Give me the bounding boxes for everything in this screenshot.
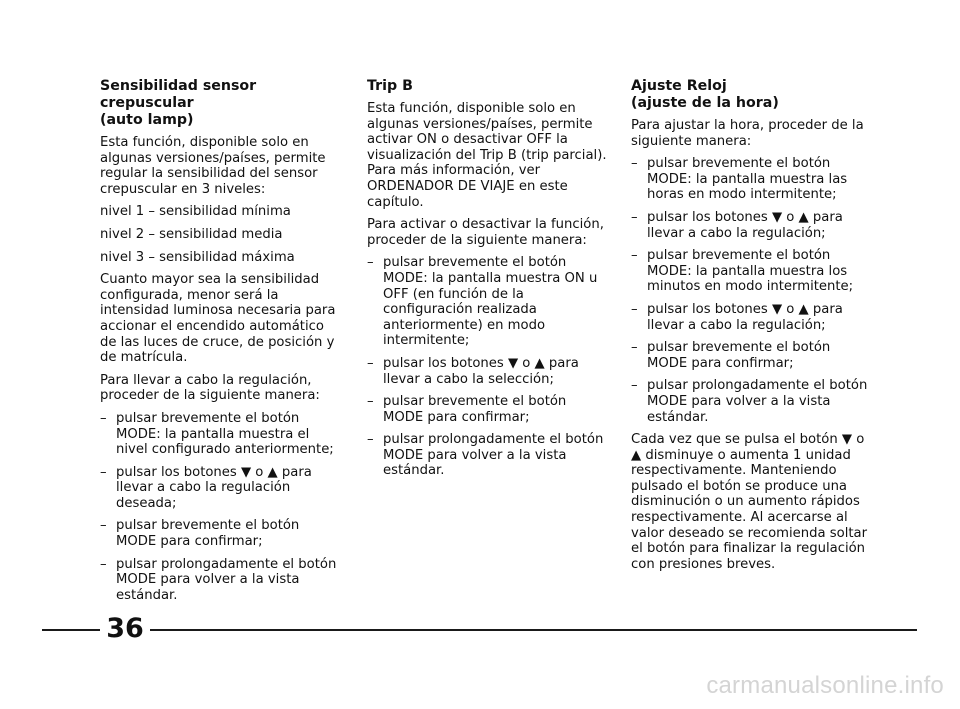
step-text: pulsar prolongadamente el botón MODE para volver a la vista estándar. [383, 432, 604, 479]
paragraph: nivel 2 – sensibilidad media [100, 226, 283, 242]
step-dash: – [631, 378, 638, 394]
step-list-item [631, 248, 871, 295]
step-list-item [367, 394, 607, 425]
step-dash: – [100, 556, 107, 572]
step-list-item [367, 255, 607, 349]
column-trip-b [367, 78, 607, 486]
paragraph: Cuanto mayor sea la sensibilidad configurada, menor será la intensidad luminosa necesaria para accionar el encendido automático de las luces de cruce, de posición y de matrícula. [100, 272, 336, 366]
page-number: 36 [106, 613, 144, 644]
paragraph: Cada vez que se pulsa el botón ▼ o ▲ disminuye o aumenta 1 unidad respectivamente. Manteniendo pulsado el botón se produce una disminución o un aumento rápidos respectivamente. Al acercarse al valor deseado se recomienda soltar el botón para finalizar la regulación con presiones breves. [631, 432, 868, 572]
paragraph: Esta función, disponible solo en algunas versiones/países, permite activar ON o desactivar OFF la visualización del Trip B (trip parcial). Para más información, ver ORDENADOR DE VIAJE en este capítulo. [367, 101, 607, 210]
paragraph: nivel 3 – sensibilidad máxima [100, 249, 295, 265]
step-text: pulsar los botones ▼ o ▲ para llevar a cabo la selección; [383, 355, 579, 387]
step-text: pulsar brevemente el botón MODE: la pantalla muestra el nivel configurado anteriormente; [116, 410, 334, 458]
step-dash: – [367, 432, 374, 448]
step-list-item [367, 432, 607, 479]
footer-rule-right [150, 629, 917, 631]
step-list-item [100, 518, 340, 549]
step-dash: – [631, 301, 638, 317]
step-list-item [631, 378, 871, 425]
step-dash: – [631, 340, 638, 356]
step-list-item [631, 340, 871, 371]
step-list-item [631, 210, 871, 241]
step-dash: – [100, 518, 107, 534]
step-text: pulsar brevemente el botón MODE: la pantalla muestra los minutos en modo intermitente; [647, 248, 854, 295]
step-dash: – [631, 156, 638, 172]
watermark-text: carmanualsonline.info [706, 672, 944, 699]
step-dash: – [367, 355, 374, 371]
paragraph: nivel 1 – sensibilidad mínima [100, 204, 291, 220]
step-list-item [631, 156, 871, 203]
step-text: pulsar prolongadamente el botón MODE para volver a la vista estándar. [116, 556, 337, 603]
step-text: pulsar prolongadamente el botón MODE para volver a la vista estándar. [647, 378, 868, 425]
paragraph: Esta función, disponible solo en algunas versiones/países, permite regular la sensibilidad del sensor crepuscular en 3 niveles: [100, 135, 326, 197]
step-text: pulsar brevemente el botón MODE para confirmar; [383, 394, 567, 425]
paragraph: Para llevar a cabo la regulación, proceder de la siguiente manera: [100, 372, 320, 404]
step-text: pulsar brevemente el botón MODE: la pantalla muestra las horas en modo intermitente; [647, 156, 848, 203]
column-clock-adjust [631, 78, 871, 579]
paragraph: Para ajustar la hora, proceder de la siguiente manera: [631, 118, 864, 149]
step-list-item [100, 557, 340, 604]
step-list-item [100, 411, 340, 458]
section-heading: Ajuste Reloj (ajuste de la hora) [631, 78, 779, 111]
step-text: pulsar los botones ▼ o ▲ para llevar a cabo la regulación; [647, 209, 843, 241]
step-text: pulsar brevemente el botón MODE para confirmar; [647, 340, 831, 371]
step-dash: – [367, 394, 374, 410]
step-text: pulsar brevemente el botón MODE: la pantalla muestra ON u OFF (en función de la configuración realizada anteriormente) en modo intermitente; [383, 255, 598, 349]
step-list-item [367, 356, 607, 387]
section-heading: Trip B [367, 78, 413, 94]
paragraph: Para activar o desactivar la función, proceder de la siguiente manera: [367, 217, 604, 248]
step-text: pulsar los botones ▼ o ▲ para llevar a cabo la regulación; [647, 301, 843, 333]
step-dash: – [100, 410, 107, 426]
step-list-item [631, 302, 871, 333]
step-dash: – [631, 248, 638, 264]
footer-rule-left [42, 629, 100, 631]
step-text: pulsar brevemente el botón MODE para confirmar; [116, 518, 300, 550]
step-dash: – [631, 209, 638, 225]
column-auto-lamp [100, 78, 340, 610]
step-dash: – [100, 464, 107, 480]
step-list-item [100, 465, 340, 512]
section-heading: Sensibilidad sensor crepuscular (auto lamp) [100, 78, 257, 128]
step-dash: – [367, 255, 374, 271]
step-text: pulsar los botones ▼ o ▲ para llevar a cabo la regulación deseada; [116, 464, 312, 511]
